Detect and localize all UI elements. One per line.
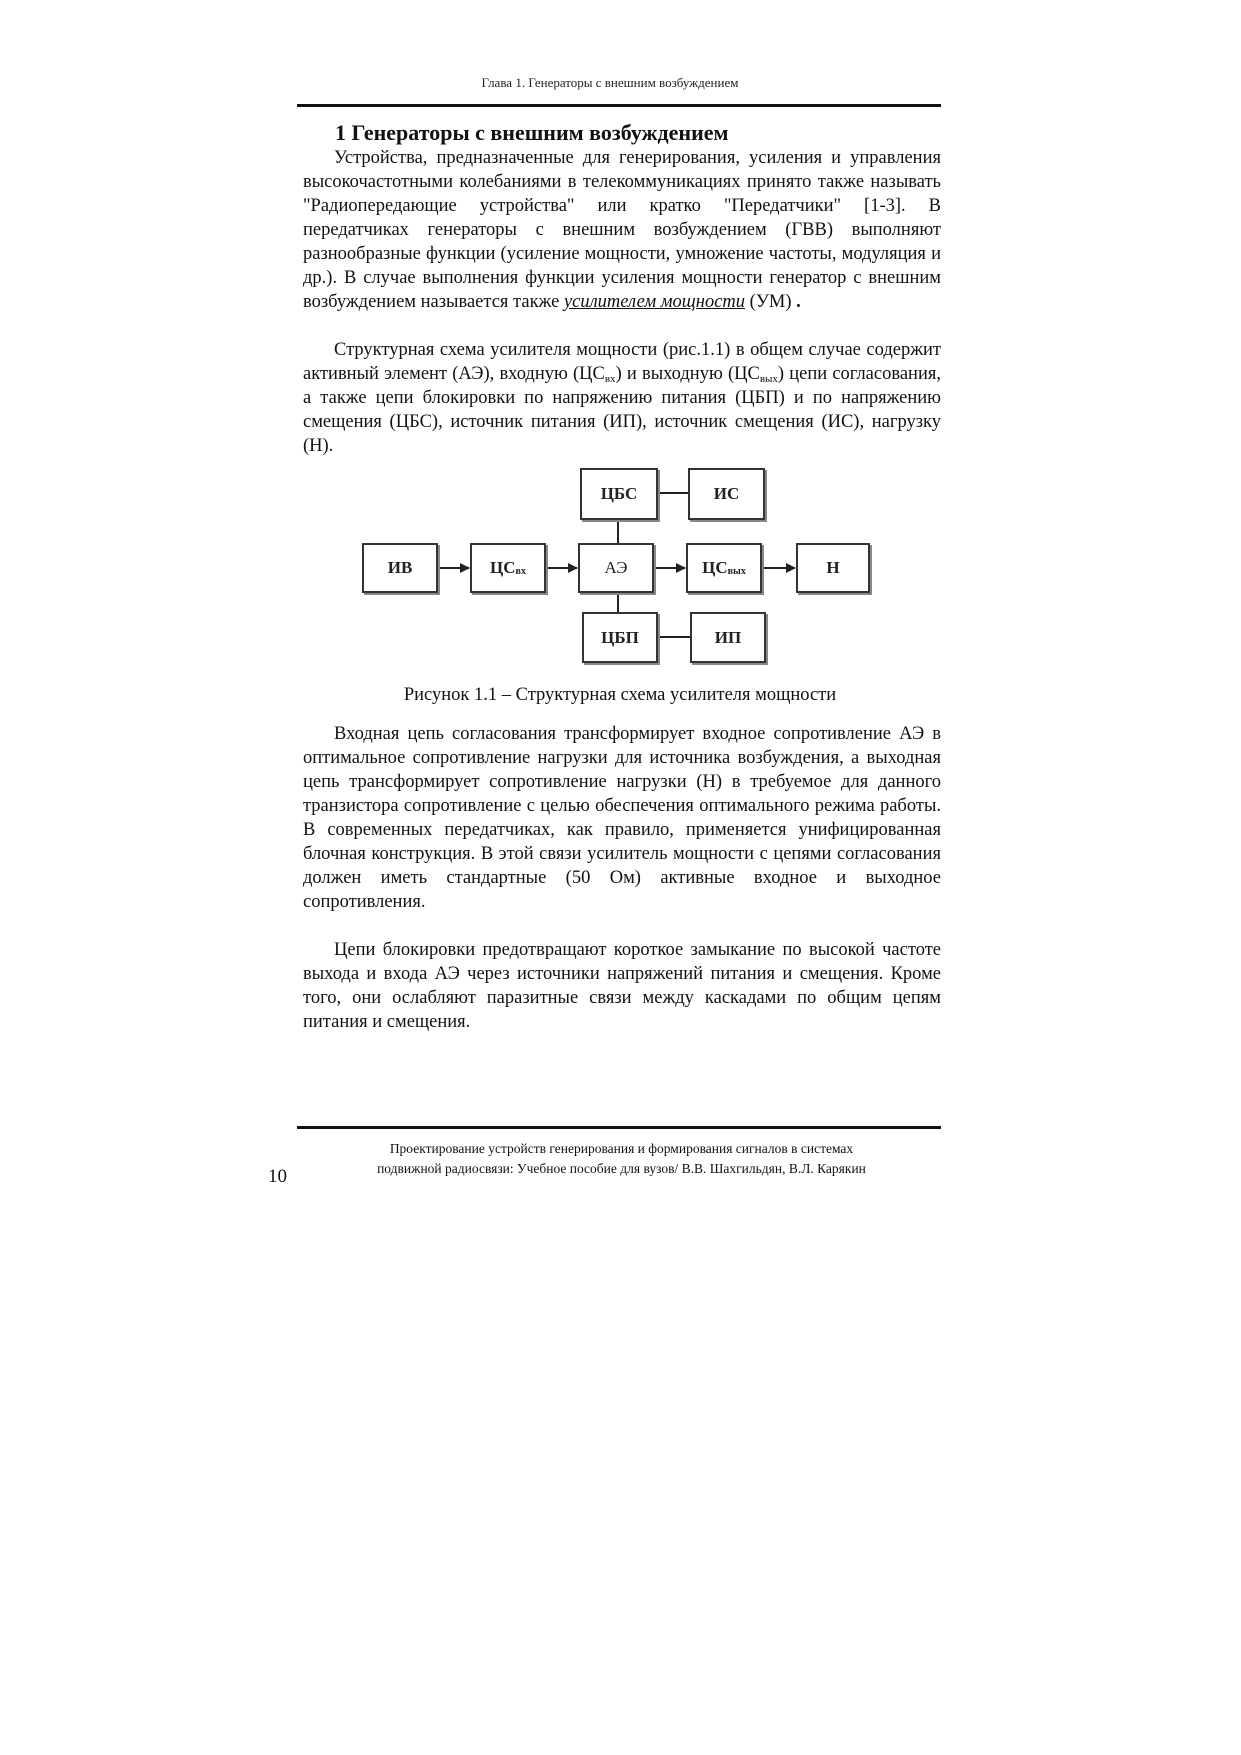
- footer-citation: [300, 1139, 943, 1179]
- block-ip-label: ИП: [714, 627, 742, 647]
- figure-caption: Рисунок 1.1 – Структурная схема усилителя мощности: [403, 685, 837, 705]
- block-cbp: [582, 612, 658, 663]
- term-power-amplifier: усилителем мощности: [563, 292, 746, 312]
- block-cs-in: [470, 543, 546, 593]
- running-header: Глава 1. Генераторы с внешним возбуждением: [481, 75, 739, 90]
- block-is: [688, 468, 765, 520]
- paragraph-structure-part2: ) и выходную (ЦС: [615, 364, 760, 384]
- section-title: 1 Генераторы с внешним возбуждением: [335, 120, 729, 145]
- block-cs-out-sub: вых: [727, 565, 746, 577]
- block-iv-label: ИВ: [387, 558, 413, 577]
- block-cbp-label: ЦБП: [601, 627, 639, 647]
- block-ae: [578, 543, 654, 593]
- footer-line-2: подвижной радиосвязи: Учебное пособие для вузов/ В.В. Шахгильдян, В.Л. Карякин: [377, 1161, 866, 1176]
- block-load: [796, 543, 870, 593]
- block-cs-in-sub: вх: [515, 565, 526, 577]
- subscript-in: вх: [604, 373, 616, 385]
- block-cs-out: [686, 543, 762, 593]
- paragraph-blocking: Цепи блокировки предотвращают короткое замыкание по высокой частоте выхода и входа АЭ через источники напряжений питания и смещения. Кроме того, они ослабляют паразитные связи между каскадами по общим цепям питания и смещения.: [303, 940, 941, 1032]
- page-number: 10: [268, 1166, 287, 1187]
- block-cbs-label: ЦБС: [600, 484, 638, 503]
- paragraph-intro-dot: .: [796, 292, 801, 312]
- block-cbs: [580, 468, 658, 520]
- footer-line-1: Проектирование устройств генерирования и формирования сигналов в системах: [389, 1141, 854, 1156]
- paragraph-structure-part1: Структурная схема усилителя мощности (рис.1.1) в общем случае содержит активный элемент (АЭ), входную (ЦС: [303, 340, 941, 384]
- block-ip: [690, 612, 766, 663]
- paragraph-intro-text: Устройства, предназначенные для генерирования, усиления и управления высокочастотными колебаниями в телекоммуникациях принято также называть "Радиопередающие устройства" или кратко "Передатчики" [1-3]. В передатчиках генераторы с внешним возбуждением (ГВВ) выполняют разнообразные функции (усиление мощности, умножение частоты, модуляция и др.). В случае выполнения функции усиления мощности генератор с внешним возбуждением называется также: [303, 148, 941, 312]
- block-cs-out-label: ЦС: [702, 558, 728, 577]
- block-is-label: ИС: [713, 484, 740, 503]
- block-ae-label: АЭ: [604, 558, 628, 577]
- block-load-label: Н: [826, 558, 840, 577]
- block-iv: [362, 543, 438, 593]
- subscript-out: вых: [759, 373, 778, 385]
- paragraph-intro-abbr: (УМ): [749, 292, 792, 312]
- paragraph-matching: Входная цепь согласования трансформирует входное сопротивление АЭ в оптимальное сопротивление нагрузки для источника возбуждения, а выходная цепь трансформирует сопротивление нагрузки (Н) в требуемое для данного транзистора сопротивление с целью обеспечения оптимального режима работы. В современных передатчиках, как правило, применяется унифицированная блочная конструкция. В этой связи усилитель мощности с цепями согласования должен иметь стандартные (50 Ом) активные входное и выходное сопротивления.: [303, 724, 941, 912]
- block-cs-in-label: ЦС: [490, 558, 516, 577]
- footer-rule: [297, 1126, 941, 1129]
- paragraph-structure-part3: ) цепи согласования, а также цепи блокировки по напряжению питания (ЦБП) и по напряжению смещения (ЦБС), источник питания (ИП), источник смещения (ИС), нагрузку (Н).: [303, 364, 941, 456]
